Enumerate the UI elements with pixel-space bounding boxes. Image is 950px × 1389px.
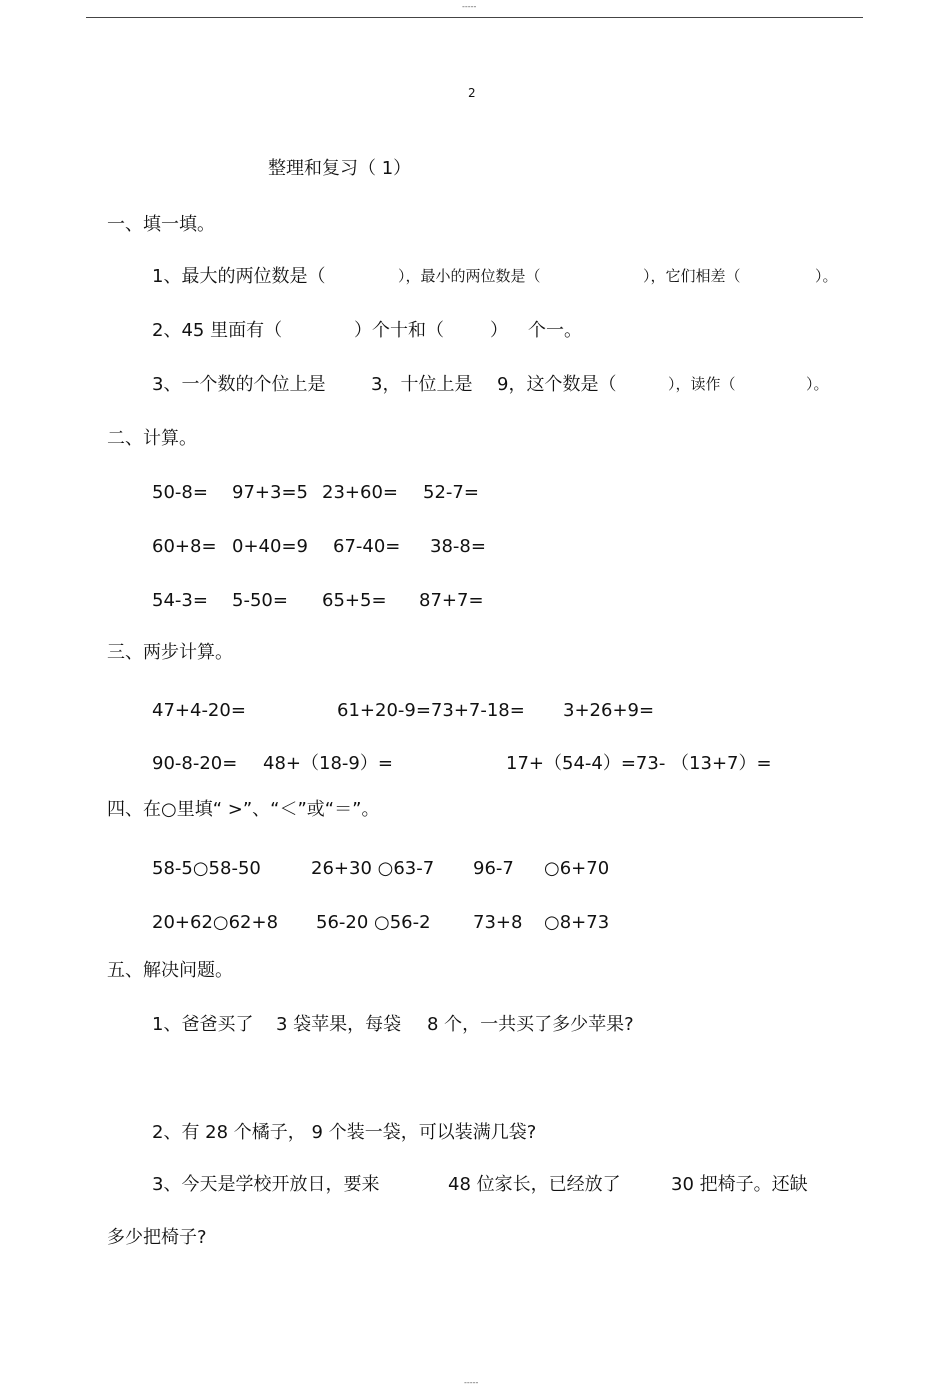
calc-item: 97+3=5 xyxy=(232,482,308,503)
two-step-item: 48+（18-9）= xyxy=(263,753,393,774)
s1-q2-part-c: ） xyxy=(490,320,508,341)
s5-q3-part-c: 30 把椅子。还缺 xyxy=(671,1174,808,1195)
calc-item: 65+5= xyxy=(322,590,387,611)
s1-q2-part-b: ）个十和（ xyxy=(354,320,444,341)
compare-item: 73+8 xyxy=(473,912,523,933)
s1-q1-part-b: ），最小的两位数是（ xyxy=(398,267,541,285)
s1-q3-part-b: 3，十位上是 xyxy=(371,374,473,395)
calc-item: 5-50= xyxy=(232,590,288,611)
compare-item: 26+30 ○63-7 xyxy=(311,858,435,879)
calc-item: 23+60= xyxy=(322,482,398,503)
compare-item: 58-5○58-50 xyxy=(152,858,261,879)
s5-q2: 2、有 28 个橘子， 9 个装一袋，可以装满几袋? xyxy=(152,1122,537,1143)
header-rule xyxy=(86,17,863,18)
calc-item: 87+7= xyxy=(419,590,484,611)
two-step-item: 61+20-9=73+7-18= xyxy=(337,700,525,721)
calc-item: 0+40=9 xyxy=(232,536,308,557)
s1-q3-part-d: ），读作（ xyxy=(668,375,736,393)
compare-item: 56-20 ○56-2 xyxy=(316,912,431,933)
s1-q3-part-e: ）。 xyxy=(806,375,829,393)
section-1-heading: 一、填一填。 xyxy=(107,214,215,235)
two-step-item: 47+4-20= xyxy=(152,700,246,721)
s1-q1-part-a: 1、最大的两位数是（ xyxy=(152,266,326,287)
s1-q3-part-c: 9，这个数是（ xyxy=(497,374,617,395)
calc-item: 60+8= xyxy=(152,536,217,557)
calc-item: 50-8= xyxy=(152,482,208,503)
compare-item: ○8+73 xyxy=(544,912,610,933)
calc-item: 67-40= xyxy=(333,536,401,557)
compare-item: ○6+70 xyxy=(544,858,610,879)
page-title: 整理和复习（ 1） xyxy=(268,158,412,179)
section-2-heading: 二、计算。 xyxy=(107,428,197,449)
s1-q1-part-d: ）。 xyxy=(815,267,838,285)
two-step-item: 17+（54-4）=73- （13+7）= xyxy=(506,753,772,774)
calc-item: 52-7= xyxy=(423,482,479,503)
calc-item: 54-3= xyxy=(152,590,208,611)
s5-q3-part-b: 48 位家长，已经放了 xyxy=(448,1174,621,1195)
s5-q1-part-c: 8 个，一共买了多少苹果? xyxy=(427,1014,634,1035)
s5-q1-part-a: 1、爸爸买了 xyxy=(152,1014,254,1035)
s5-q1-part-b: 3 袋苹果，每袋 xyxy=(276,1014,402,1035)
section-4-heading: 四、在○里填“ >”、“＜”或“＝”。 xyxy=(107,799,380,820)
calc-item: 38-8= xyxy=(430,536,486,557)
compare-item: 96-7 xyxy=(473,858,514,879)
two-step-item: 3+26+9= xyxy=(563,700,655,721)
top-mark: ----- xyxy=(462,2,477,11)
s1-q2-part-a: 2、45 里面有（ xyxy=(152,320,283,341)
section-5-heading: 五、解决问题。 xyxy=(107,960,233,981)
bottom-mark: ----- xyxy=(464,1378,479,1387)
section-3-heading: 三、两步计算。 xyxy=(107,642,233,663)
s1-q1-part-c: ），它们相差（ xyxy=(643,267,741,285)
two-step-item: 90-8-20= xyxy=(152,753,238,774)
s1-q3-part-a: 3、一个数的个位上是 xyxy=(152,374,326,395)
compare-item: 20+62○62+8 xyxy=(152,912,279,933)
page-number: 2 xyxy=(468,86,476,100)
s1-q2-part-d: 个一。 xyxy=(528,320,582,341)
s5-q3-part-a: 3、今天是学校开放日，要来 xyxy=(152,1174,380,1195)
s5-q3-part-d: 多少把椅子? xyxy=(107,1227,207,1248)
